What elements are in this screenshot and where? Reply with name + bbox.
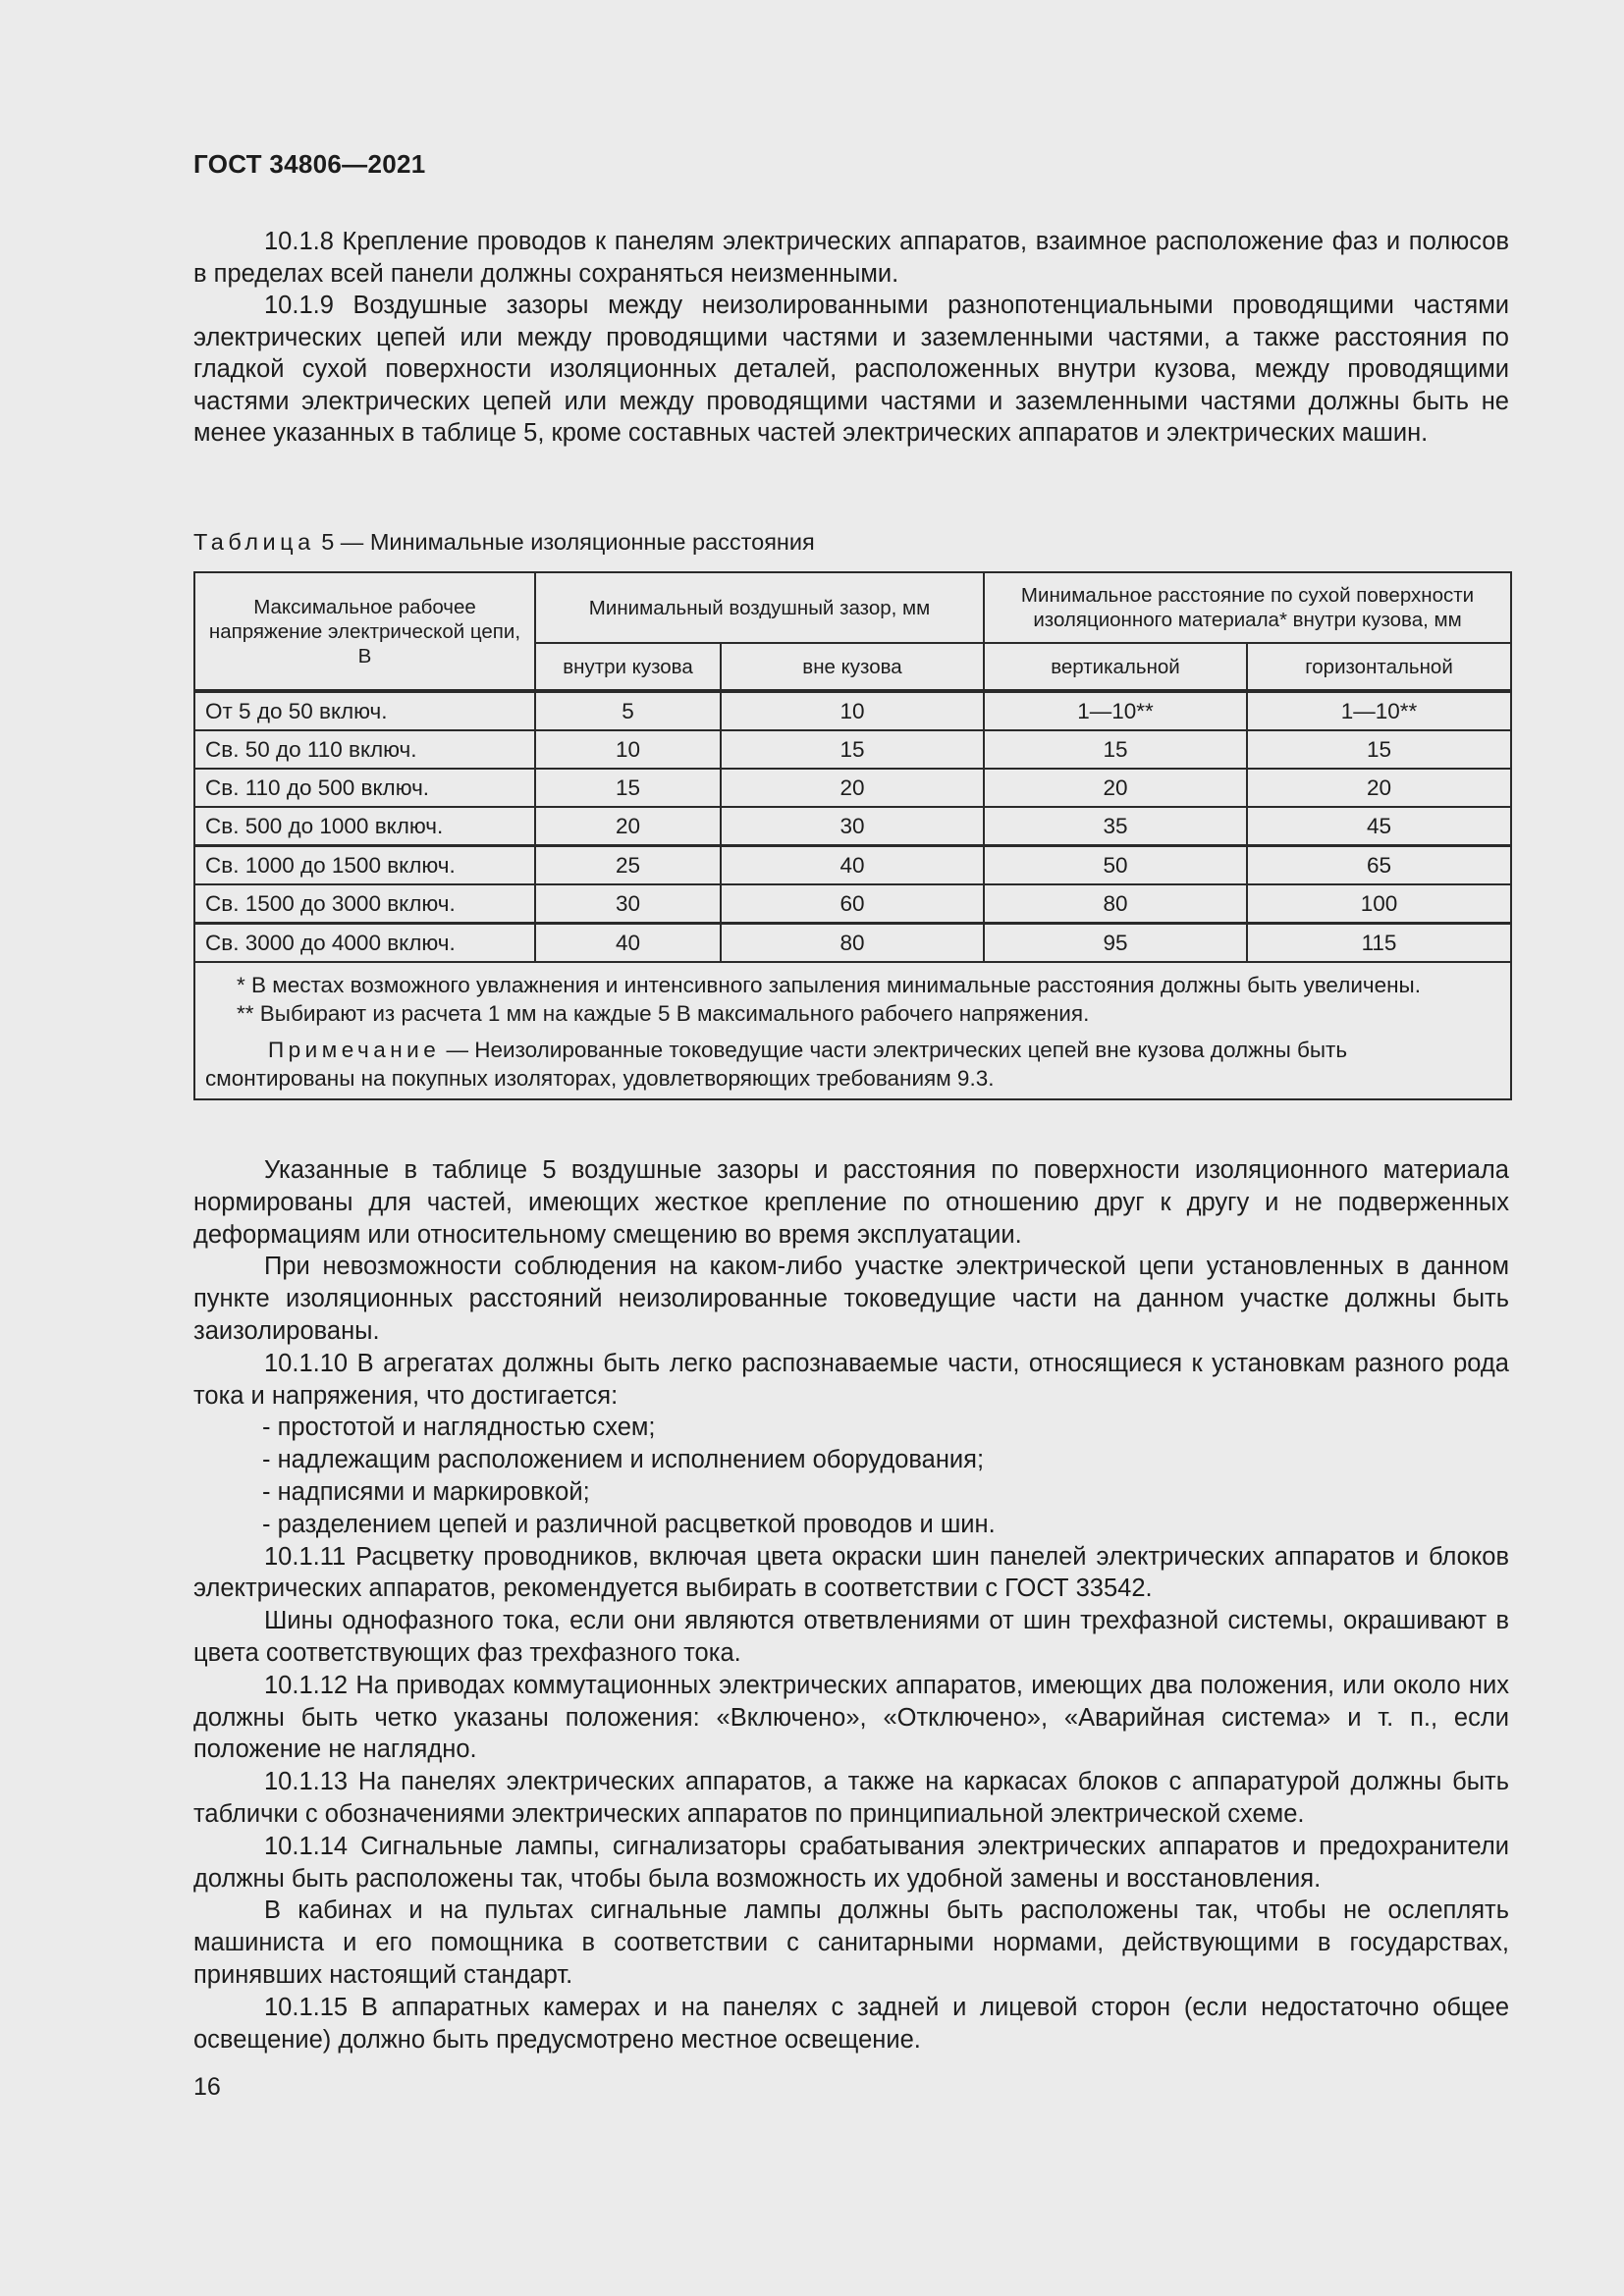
table-cell: 1—10** bbox=[984, 691, 1247, 730]
table-cell: 30 bbox=[535, 884, 721, 924]
table-row bbox=[194, 924, 1511, 963]
table-header-row bbox=[194, 572, 1511, 643]
footnote-2: ** Выбирают из расчета 1 мм на каждые 5 В максимального рабочего напряжения. bbox=[237, 1001, 1090, 1026]
paragraph-10-1-13: 10.1.13 На панелях электрических аппаратов, а также на каркасах блоков с аппаратурой должны быть таблички с обозначениями электрических аппаратов по принципиальной электрической схеме. bbox=[193, 1768, 1509, 1828]
table-notes bbox=[194, 962, 1511, 1099]
note-text: — Неизолированные токоведущие части электрических цепей вне кузова должны быть смонтированы на покупных изоляторах, удовлетворяющих требованиям 9.3. bbox=[205, 1038, 1348, 1091]
header-voltage: Максимальное рабочее напряжение электрической цепи, В bbox=[194, 572, 535, 691]
note-label: Примечание bbox=[268, 1038, 441, 1062]
table-cell: 80 bbox=[984, 884, 1247, 924]
table-cell: Св. 110 до 500 включ. bbox=[194, 769, 535, 807]
table-cell: Св. 500 до 1000 включ. bbox=[194, 807, 535, 846]
paragraph: Указанные в таблице 5 воздушные зазоры и расстояния по поверхности изоляционного материала нормированы для частей, имеющих жесткое крепление по отношению друг к другу и не подверженных деформациям или относительному смещению во время эксплуатации. bbox=[193, 1156, 1509, 1249]
table-cell: 95 bbox=[984, 924, 1247, 963]
list-item: - разделением цепей и различной расцветкой проводов и шин. bbox=[262, 1510, 996, 1538]
subheader-outside-body: вне кузова bbox=[721, 643, 984, 691]
list-item: - надлежащим расположением и исполнением оборудования; bbox=[262, 1446, 985, 1474]
paragraph-10-1-10: 10.1.10 В агрегатах должны быть легко распознаваемые части, относящиеся к установкам разного рода тока и напряжения, что достигается: bbox=[193, 1349, 1509, 1410]
paragraph-10-1-9: 10.1.9 Воздушные зазоры между неизолированными разнопотенциальными проводящими частями электрических цепей или между проводящими частями и заземленными частями, а также расстояния по гладкой сухой поверхности изоляционных деталей, расположенных внутри кузова, между проводящими частями электрических цепей или между проводящими частями и заземленными частями должны быть не менее указанных в таблице 5, кроме составных частей электрических аппаратов и электрических машин. bbox=[193, 292, 1509, 447]
table-cell: Св. 3000 до 4000 включ. bbox=[194, 924, 535, 963]
table-cell: Св. 1000 до 1500 включ. bbox=[194, 846, 535, 885]
page-number: 16 bbox=[193, 2073, 221, 2101]
table-cell: 45 bbox=[1247, 807, 1511, 846]
paragraph-10-1-14: 10.1.14 Сигнальные лампы, сигнализаторы срабатывания электрических аппаратов и предохранители должны быть расположены так, чтобы была возможность их удобной замены и восстановления. bbox=[193, 1832, 1509, 1893]
table-row bbox=[194, 769, 1511, 807]
table-cell: 20 bbox=[1247, 769, 1511, 807]
paragraph-10-1-11: 10.1.11 Расцветку проводников, включая цвета окраски шин панелей электрических аппаратов и блоков электрических аппаратов, рекомендуется выбирать в соответствии с ГОСТ 33542. bbox=[193, 1542, 1509, 1603]
table-cell: 1—10** bbox=[1247, 691, 1511, 730]
table-cell: 60 bbox=[721, 884, 984, 924]
table-cell: 10 bbox=[535, 730, 721, 769]
table-notes-row bbox=[194, 962, 1511, 1099]
table-note bbox=[205, 1036, 1500, 1093]
table-row bbox=[194, 884, 1511, 924]
table-caption-text: 5 — Минимальные изоляционные расстояния bbox=[321, 529, 815, 555]
table-cell: 50 bbox=[984, 846, 1247, 885]
footnote-1: * В местах возможного увлажнения и интенсивного запыления минимальные расстояния должны быть увеличены. bbox=[237, 973, 1421, 997]
table-row bbox=[194, 807, 1511, 846]
table-cell: Св. 1500 до 3000 включ. bbox=[194, 884, 535, 924]
table-cell: 65 bbox=[1247, 846, 1511, 885]
table-cell: 40 bbox=[535, 924, 721, 963]
paragraph: В кабинах и на пультах сигнальные лампы должны быть расположены так, чтобы не ослеплять машиниста и его помощника в соответствии с санитарными нормами, действующими в государствах, принявших настоящий стандарт. bbox=[193, 1896, 1509, 1989]
table-cell: 15 bbox=[721, 730, 984, 769]
table-cell: 100 bbox=[1247, 884, 1511, 924]
table-cell: 5 bbox=[535, 691, 721, 730]
paragraph-10-1-8: 10.1.8 Крепление проводов к панелям электрических аппаратов, взаимное расположение фаз и полюсов в пределах всей панели должны сохраняться неизменными. bbox=[193, 228, 1509, 288]
header-surface-distance: Минимальное расстояние по сухой поверхности изоляционного материала* внутри кузова, мм bbox=[984, 572, 1511, 643]
table-cell: 80 bbox=[721, 924, 984, 963]
subheader-horizontal: горизонтальной bbox=[1247, 643, 1511, 691]
table-row bbox=[194, 691, 1511, 730]
table-row bbox=[194, 846, 1511, 885]
table-cell: 35 bbox=[984, 807, 1247, 846]
table-caption-label: Таблица bbox=[193, 529, 315, 555]
table-cell: 20 bbox=[721, 769, 984, 807]
table-row bbox=[194, 730, 1511, 769]
paragraph-10-1-12: 10.1.12 На приводах коммутационных электрических аппаратов, имеющих два положения, или около них должны быть четко указаны положения: «Включено», «Отключено», «Аварийная система» и т. п., если положение не наглядно. bbox=[193, 1671, 1509, 1764]
list-item: - надписями и маркировкой; bbox=[262, 1477, 590, 1506]
table-cell: 40 bbox=[721, 846, 984, 885]
document-header: ГОСТ 34806—2021 bbox=[193, 149, 426, 179]
table-cell: 25 bbox=[535, 846, 721, 885]
paragraph-10-1-15: 10.1.15 В аппаратных камерах и на панелях с задней и лицевой сторон (если недостаточно общее освещение) должно быть предусмотрено местное освещение. bbox=[193, 1993, 1509, 2054]
paragraph: Шины однофазного тока, если они являются ответвлениями от шин трехфазной системы, окрашивают в цвета соответствующих фаз трехфазного тока. bbox=[193, 1607, 1509, 1667]
body-text-bottom bbox=[193, 1154, 1509, 2056]
paragraph: При невозможности соблюдения на каком-либо участке электрической цепи установленных в данном пункте изоляционных расстояний неизолированные токоведущие части на данном участке должны быть заизолированы. bbox=[193, 1253, 1509, 1345]
subheader-vertical: вертикальной bbox=[984, 643, 1247, 691]
table-cell: 30 bbox=[721, 807, 984, 846]
insulation-distance-table bbox=[193, 571, 1512, 1100]
body-text-top bbox=[193, 226, 1509, 450]
table-caption bbox=[193, 529, 815, 556]
table-cell: 20 bbox=[984, 769, 1247, 807]
table-cell: От 5 до 50 включ. bbox=[194, 691, 535, 730]
table-cell: 15 bbox=[535, 769, 721, 807]
table-cell: 15 bbox=[1247, 730, 1511, 769]
list-item: - простотой и наглядностью схем; bbox=[262, 1414, 656, 1442]
table-cell: 115 bbox=[1247, 924, 1511, 963]
table-cell: 20 bbox=[535, 807, 721, 846]
table-cell: Св. 50 до 110 включ. bbox=[194, 730, 535, 769]
header-air-gap: Минимальный воздушный зазор, мм bbox=[535, 572, 984, 643]
table-cell: 10 bbox=[721, 691, 984, 730]
table-cell: 15 bbox=[984, 730, 1247, 769]
subheader-inside-body: внутри кузова bbox=[535, 643, 721, 691]
